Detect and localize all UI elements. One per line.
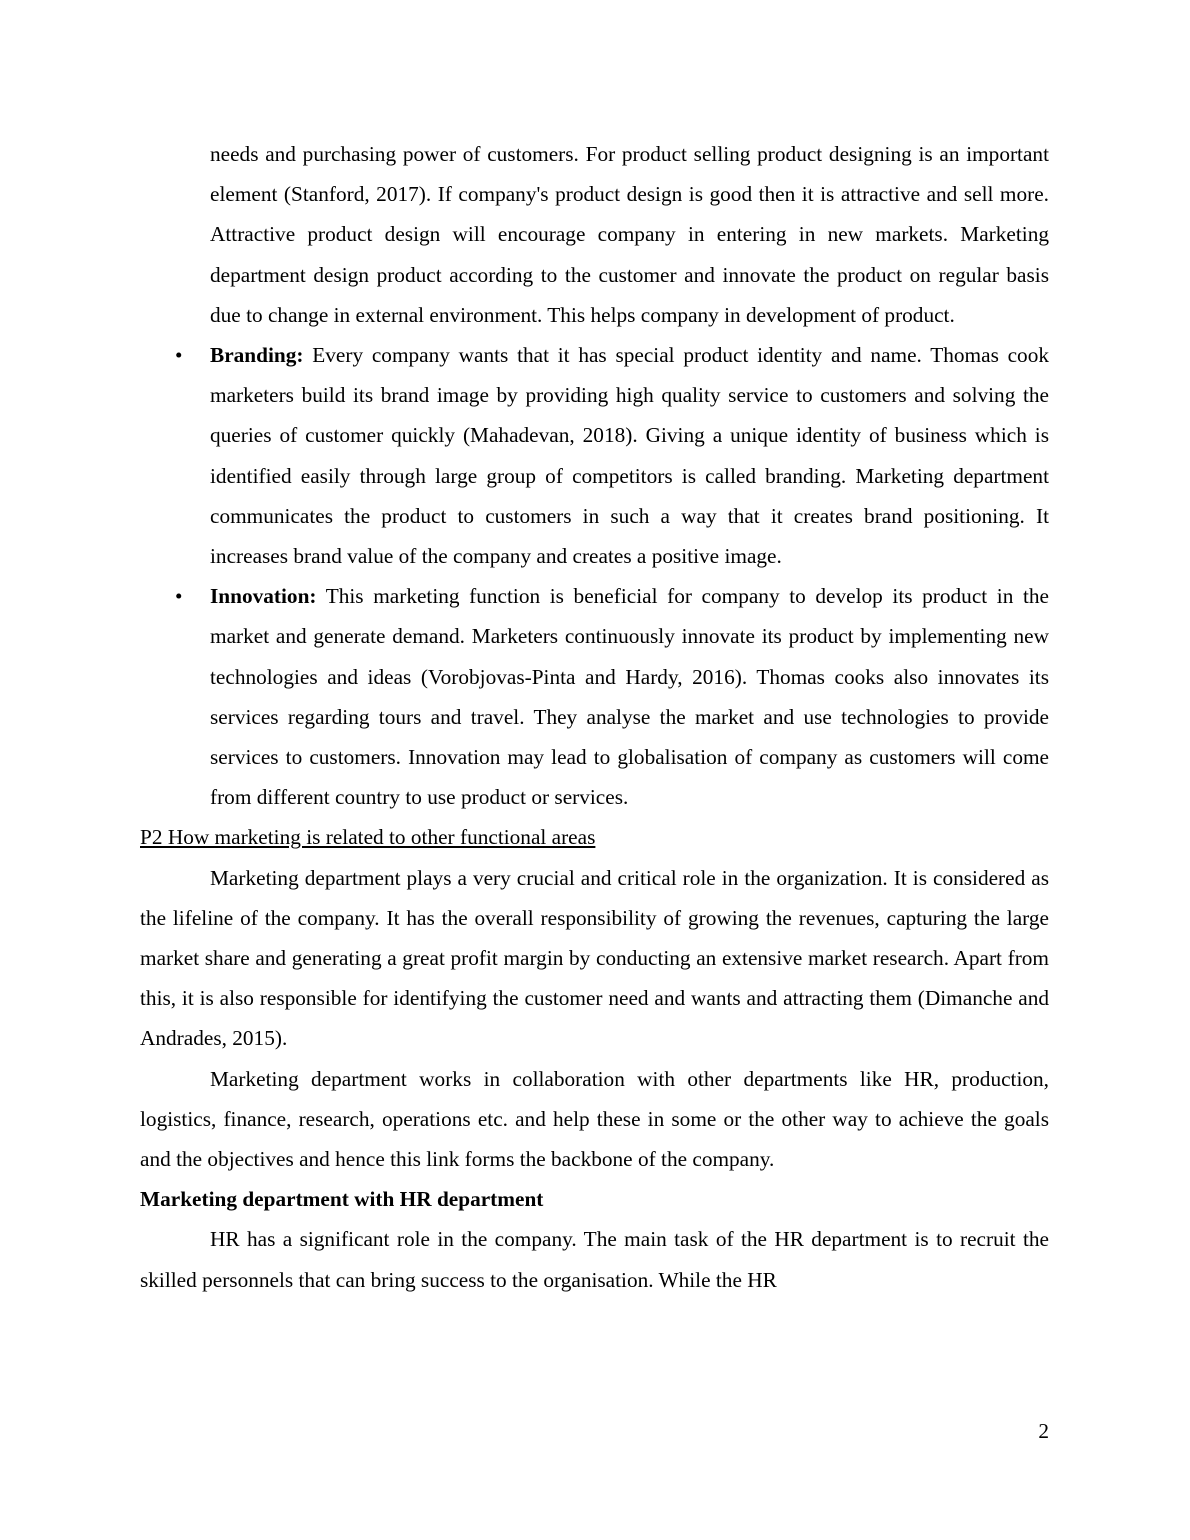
section-paragraph: Marketing department works in collaboration with other departments like HR, production, logistics, finance, research, operations etc. and help these in some or the other way to achieve the goals and the objectives and hence this link forms the backbone of the company. [140, 1066, 1049, 1172]
subheading: Marketing department with HR department [140, 1187, 544, 1212]
document-page [140, 134, 1049, 1300]
hr-paragraph: HR has a significant role in the company. The main task of the HR department is to recruit the skilled personnels that can bring success to the organisation. While the HR [140, 1227, 1049, 1292]
bullet-item-innovation [140, 576, 1049, 817]
continuation-paragraph: needs and purchasing power of customers. For product selling product designing is an important element (Stanford, 2017). If company's product design is good then it is attractive and sell more. Attractive product design will encourage company in entering in new markets. Marketing department design product according to the customer and innovate the product on regular basis due to change in external environment. This helps company in development of product. [210, 142, 1049, 327]
bullet-icon: • [175, 343, 183, 368]
bullet-item-branding [140, 335, 1049, 576]
bullet-icon: • [175, 584, 183, 609]
bullet-text: This marketing function is beneficial for company to develop its product in the market and generate demand. Marketers continuously innovate its product by implementing new technologies and ideas (Vorobjovas-Pinta and Hardy, 2016). Thomas cooks also innovates its services regarding tours and travel. They analyse the market and use technologies to provide services to customers. Innovation may lead to globalisation of company as customers will come from different country to use product or services. [210, 584, 1049, 810]
bullet-paragraph [210, 335, 1049, 576]
bullet-paragraph [210, 576, 1049, 817]
bullet-label: Innovation: [210, 584, 317, 609]
bullet-text: Every company wants that it has special product identity and name. Thomas cook marketers build its brand image by providing high quality service to customers and solving the queries of customer quickly (Mahadevan, 2018). Giving a unique identity of business which is identified easily through large group of competitors is called branding. Marketing department communicates the product to customers in such a way that it creates brand positioning. It increases brand value of the company and creates a positive image. [210, 343, 1049, 569]
section-heading: P2 How marketing is related to other functional areas [140, 825, 596, 850]
section-paragraph: Marketing department plays a very crucial and critical role in the organization. It is considered as the lifeline of the company. It has the overall responsibility of growing the revenues, capturing the large market share and generating a great profit margin by conducting an extensive market research. Apart from this, it is also responsible for identifying the customer need and wants and attracting them (Dimanche and Andrades, 2015). [140, 865, 1049, 1051]
bullet-label: Branding: [210, 343, 304, 368]
page-number: 2 [1038, 1419, 1049, 1443]
